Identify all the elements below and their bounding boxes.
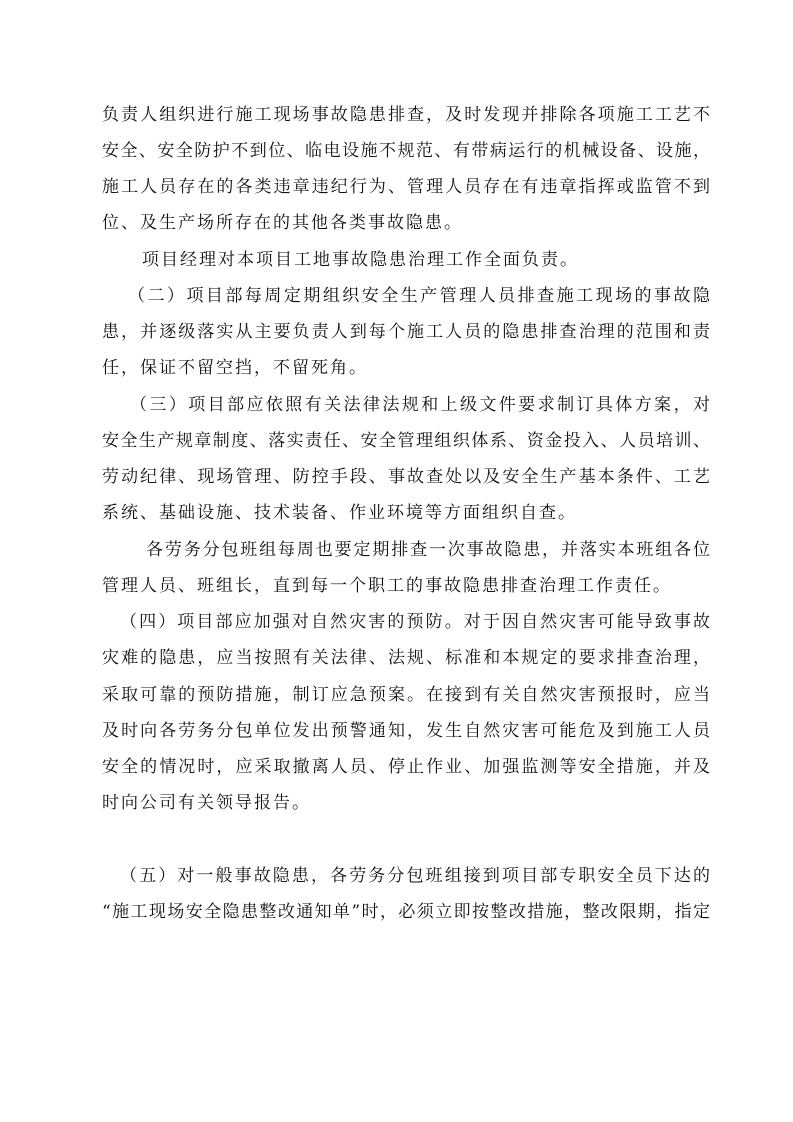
text-line: 各劳务分包班组每周也要定期排查一次事故隐患，并落实本班组各位 <box>146 540 710 560</box>
text-line: 及时向各劳务分包单位发出预警通知，发生自然灾害可能危及到施工人员 <box>102 721 710 741</box>
text-line: （四）项目部应加强对自然灾害的预防。对于因自然灾害可能导致事故 <box>120 612 710 632</box>
text-line: 施工人员存在的各类违章违纪行为、管理人员存在有违章指挥或监管不到 <box>102 177 710 197</box>
text-line: 安全生产规章制度、落实责任、安全管理组织体系、资金投入、人员培训、 <box>102 431 710 451</box>
text-line: “施工现场安全隐患整改通知单”时，必须立即按整改措施，整改限期，指定 <box>102 902 710 922</box>
text-line: 负责人组织进行施工现场事故隐患排查，及时发现并排除各项施工工艺不 <box>102 105 710 125</box>
text-line: 管理人员、班组长，直到每一个职工的事故隐患排查治理工作责任。 <box>102 576 672 596</box>
text-line: 患，并逐级落实从主要负责人到每个施工人员的隐患排查治理的范围和责 <box>102 322 710 342</box>
text-line: 劳动纪律、现场管理、防控手段、事故查处以及安全生产基本条件、工艺 <box>102 467 710 487</box>
text-line: （二）项目部每周定期组织安全生产管理人员排查施工现场的事故隐 <box>128 286 710 306</box>
text-line: 系统、基础设施、技术装备、作业环境等方面组织自查。 <box>102 503 577 523</box>
text-line: （五）对一般事故隐患，各劳务分包班组接到项目部专职安全员下达的 <box>120 866 710 886</box>
text-line: 安全的情况时，应采取撤离人员、停止作业、加强监测等安全措施，并及 <box>102 757 710 777</box>
text-line: 时向公司有关领导报告。 <box>102 793 311 813</box>
text-line: 安全、安全防护不到位、临电设施不规范、有带病运行的机械设备、设施， <box>102 141 710 161</box>
text-line: 任，保证不留空挡，不留死角。 <box>102 358 368 378</box>
text-line: 项目经理对本项目工地事故隐患治理工作全面负责。 <box>142 250 579 270</box>
text-line: 采取可靠的预防措施，制订应急预案。在接到有关自然灾害预报时，应当 <box>102 685 710 705</box>
text-line: 灾难的隐患，应当按照有关法律、法规、标准和本规定的要求排查治理， <box>102 648 710 668</box>
text-line: （三）项目部应依照有关法律法规和上级文件要求制订具体方案，对 <box>130 395 710 415</box>
text-line: 位、及生产场所存在的其他各类事故隐患。 <box>102 213 463 233</box>
